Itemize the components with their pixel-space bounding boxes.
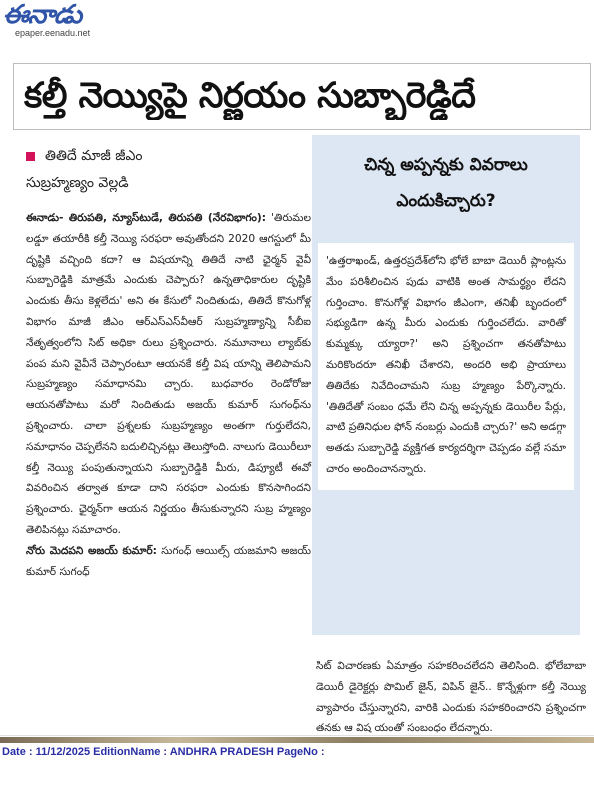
article-body-left [26, 208, 311, 582]
footer-info: Date : 11/12/2025 EditionName : ANDHRA PRADESH PageNo : [2, 746, 325, 758]
article-headline: కల్తీ నెయ్యిపై నిర్ణయం సుబ్బారెడ్డిదే [24, 76, 476, 116]
eenadu-logo: ఈనాడు [3, 0, 82, 30]
paragraph-2-lead: నోరు మెదపని అజయ్ కుమార్: [26, 544, 157, 557]
sidebar-title-line-2: ఎందుకిచ్చారు? [396, 191, 496, 211]
sidebar-body: 'ఉత్తరాఖండ్, ఉత్తరప్రదేశ్‌లోని భోలే బాబా డెయిరీ ప్లాంట్లను మేం పరిశీలించిన పుడు వాటికి అంత సామర్థ్యం లేదని గుర్తించాం. కొనుగోళ్ల విభాగం జీఎంగా, తనిఖీ బృందంలో సభ్యుడిగా ఉన్న మీరు ఎందుకు గుర్తించలేదు. వారితో కుమ్మక్కు య్యారా?' అని ప్రశ్నించగా తనతోపాటు మరికొందరూ తనిఖీ చేశారని, అందరి అభి ప్రాయాలు తితిదేకు నివేదించామని సుబ్ర హ్మణ్యం పేర్కొన్నారు. 'తితిదేతో సంబం ధమే లేని చిన్న అప్పన్నకు డెయిరీల పేర్లు, వాటి ప్రతినిధుల ఫోన్ నంబర్లు ఎందుకి చ్చారు?' అని అడగ్గా అతడు సుబ్బారెడ్డి వ్యక్తిగత కార్యదర్శిగా చెప్పడం వల్లే సమా చారం అందించానన్నారు. [318, 243, 574, 490]
subhead-text-1: తితిదే మాజీ జీఎం [45, 148, 143, 164]
subhead-line-2: సుబ్రహ్మణ్యం వెల్లడి [26, 175, 129, 191]
paragraph-1 [26, 208, 311, 541]
paragraph-1-text: 'తిరుమల లడ్డూ తయారీకి కల్తీ నెయ్యి సరఫరా అవుతోందని 2020 ఆగస్టులో మీ దృష్టికి వచ్చింది కదా? ఆ విషయాన్ని తితిదే నాటి ఛైర్మన్ వైవీ సుబ్బారెడ్డికి మాత్రమే ఎందుకు చెప్పారు? ఉన్నతాధికారుల దృష్టికి ఎందుకు తీసు కెళ్లలేదు' అని ఈ కేసులో నిందితుడు, తితిదే కొనుగోళ్ల విభాగం మాజీ జీఎం ఆర్‌ఎస్‌ఎస్‌వీఆర్ సుబ్రహ్మణ్యాన్ని సీబీఐ నేతృత్వంలోని సిట్ అధికా రులు ప్రశ్నించారు. నమూనాలు ల్యాబ్‌కు పంప మని వైవీనే చెప్పారంటూ ఆయనకే కల్తీ విష యాన్ని తెలిపామని సుబ్రహ్మణ్యం సమాధానమి చ్చారు. బుధవారం రెండోరోజు ఆయనతోపాటు మరో నిందితుడు అజయ్ కుమార్ సుగంధ్‌ను ప్రశ్నించారు. చాలా ప్రశ్నలకు సుబ్రహ్మణ్యం అంతగా గుర్తులేదని, సమాధానం చెప్పలేనని బదులిచ్చినట్లు తెలుస్తోంది. నాలుగు డెయిరీలూ కల్తీ నెయ్యి పంపుతున్నాయని సుబ్బారెడ్డికి మీరు, డిప్యూటీ ఈవో వివరించిన తర్వాత కూడా దాని సరఫరా ఎందుకు కొనసాగిందని ప్రశ్నించారు. ఛైర్మన్‌గా ఆయన నిర్ణయం తీసుకున్నారని సుబ్ర హ్మణ్యం తెలిపినట్లు సమాచారం. [26, 212, 311, 536]
headline-box [13, 63, 591, 130]
footer-bar [0, 735, 594, 763]
sidebar-title [312, 147, 580, 219]
article-subhead [26, 143, 296, 197]
footer-band [0, 737, 594, 743]
paragraph-2-text: సుగంధ్ ఆయిల్స్ యజమాని అజయ్ కుమార్ సుగంధ్ [26, 544, 312, 578]
sidebar-title-line-1: చిన్న అప్పన్నకు వివరాలు [364, 155, 528, 175]
masthead [0, 0, 594, 44]
sidebar-box [312, 135, 580, 635]
bullet-icon [26, 152, 35, 161]
paragraph-2 [26, 541, 311, 583]
article-continuation: సిట్ విచారణకు ఏమాత్రం సహకరించలేదని తెలిసింది. భోలేబాబా డెయిరీ డైరెక్టర్లు పొమిల్ జైన్, విపిన్ జైన్.. కొన్నేళ్లుగా కల్తీ నెయ్యి వ్యాపారం చేస్తున్నారని, వారికి ఎందుకు సహకరించారని ప్రశ్నించగా తనకు ఆ విష యంతో సంబంధం లేదన్నారు. [316, 660, 586, 735]
site-url: epaper.eenadu.net [15, 28, 91, 38]
subhead-line-1 [26, 143, 296, 170]
dateline: ఈనాడు- తిరుపతి, న్యూస్‌టుడే, తిరుపతి (నేరవిభాగం): [26, 212, 266, 224]
